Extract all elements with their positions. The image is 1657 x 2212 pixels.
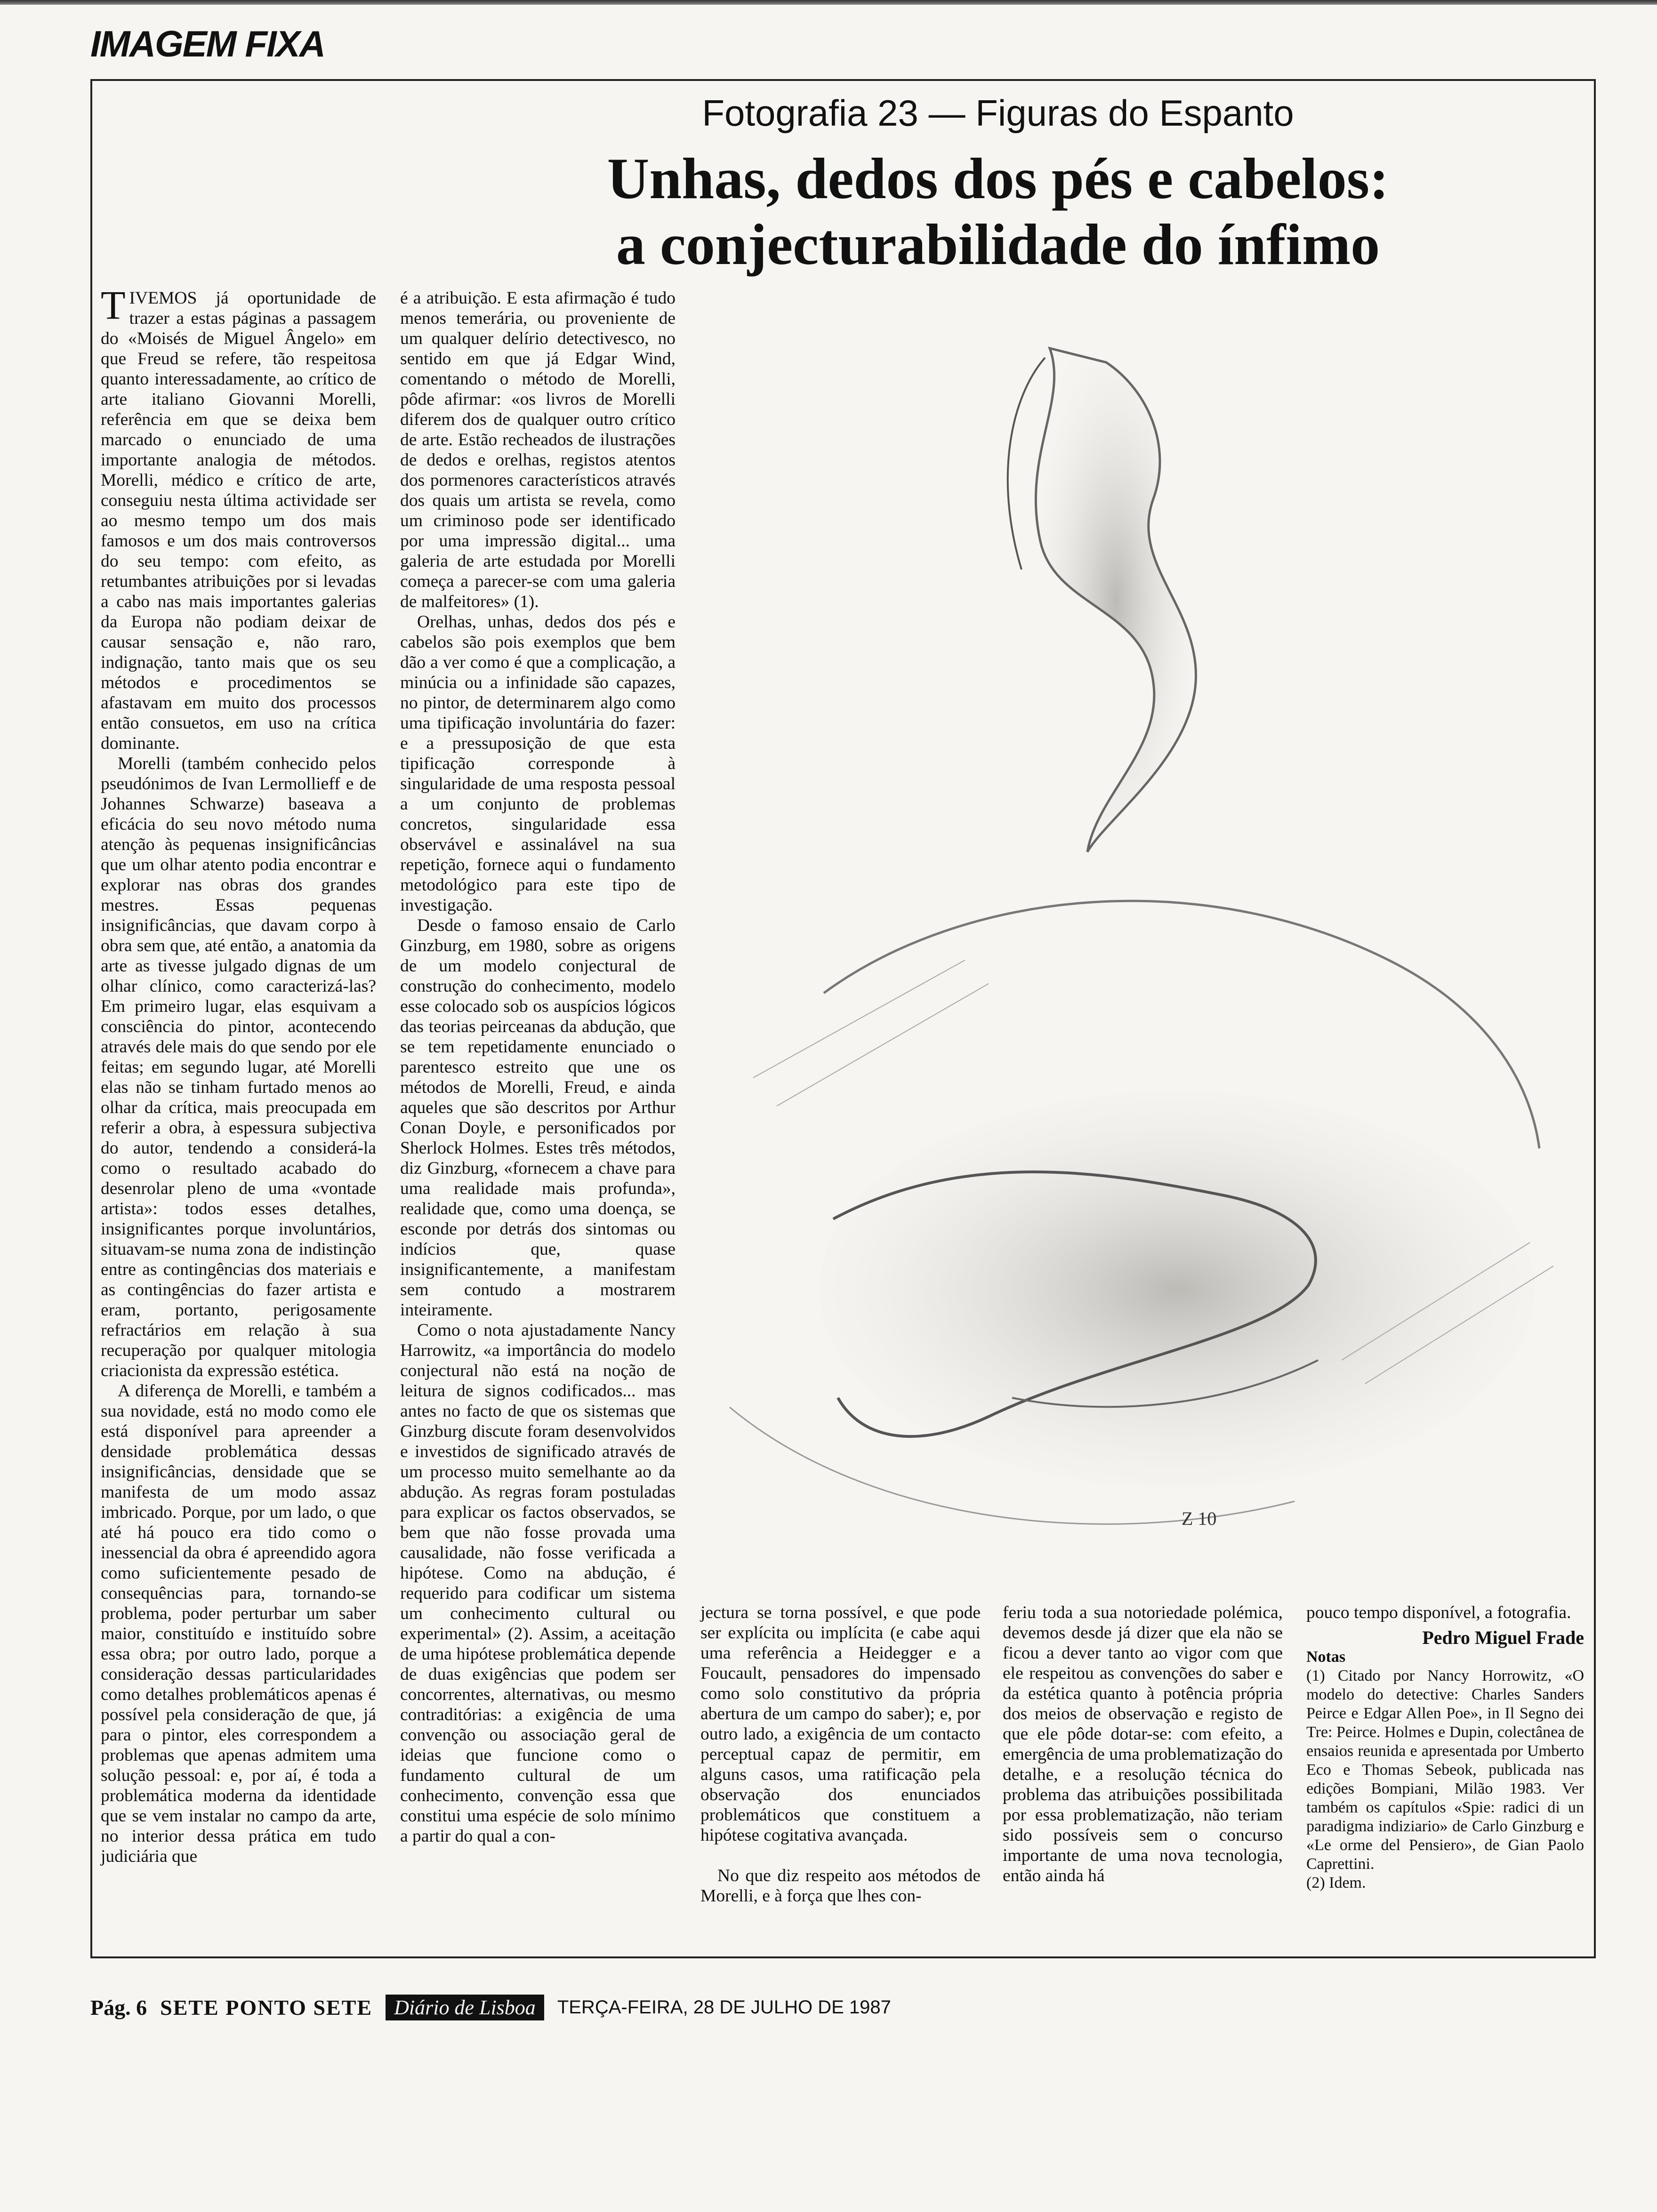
column-4 <box>1003 1603 1283 1886</box>
sketch-signature: Z 10 <box>1182 1508 1217 1529</box>
paragraph-7: Como o nota ajustadamente Nancy Harrowitz, «a importância do modelo conjectural não está na noção de leitura de signos codificados... mas antes no facto de que os sistemas que Ginzburg discute foram desenvolvidos e investidos de significado através de um processo muito semelhante ao da abdução. As regras foram postuladas para explicar os factos observados, se bem que não fosse provada uma causalidade, não fosse verificada a hipótese. Como na abdução, é requerido para codificar um sistema um conhecimento cultural ou experimental» (2). Assim, a aceitação de uma hipótese problemática depende de duas exigências que podem ser concorrentes, alternativas, ou mesmo contraditórias: a exigência de uma convenção ou associação geral de ideias que funcione como o fundamento cultural de um conhecimento, convenção essa que constitui uma espécie de solo mínimo a partir do qual a con- <box>400 1321 676 1846</box>
headline-line-2: a conjecturabilidade do ínfimo <box>616 212 1380 277</box>
byline: Pedro Miguel Frade <box>1422 1627 1584 1648</box>
paragraph-11: pouco tempo disponível, a fotografia. <box>1306 1603 1571 1622</box>
paragraph-6: Desde o famoso ensaio de Carlo Ginzburg, em 1980, sobre as origens de um modelo conjectural de construção do conhecimento, modelo esse colocado sob os auspícios lógicos das teorias peirceanas da abdução, que se tem repetidamente enunciado o parentesco estreito que une os métodos de Morelli, Freud, e ainda aqueles que são descritos por Arthur Conan Doyle, e personificados por Sherlock Holmes. Estes três métodos, diz Ginzburg, «fornecem a chave para uma realidade mais profunda», realidade que, como uma doença, se esconde por detrás dos sintomas ou indícios que, quase insignificantemente, a manifestam sem contudo a mostrarem inteiramente. <box>400 916 676 1320</box>
hands-sketch-illustration <box>683 278 1591 1586</box>
column-5 <box>1306 1603 1584 1892</box>
paragraph-10: feriu toda a sua notoriedade polémica, devemos desde já dizer que ela não se ficou a dever tanto ao vigor com que ele respeitou as convenções do saber e da estética quanto à potência própria dos meios de observação e registo de que ele pôde dotar-se: com efeito, a emergência de uma problematização do detalhe, e a resolução técnica do problema das atribuições possibilitada por essa problematização, não teriam sido possíveis sem o concurso importante de uma nova tecnologia, então ainda há <box>1003 1603 1283 1885</box>
column-2 <box>400 288 676 1846</box>
supplement-name: SETE PONTO SETE <box>160 1995 373 2020</box>
column-3 <box>700 1603 981 1906</box>
paragraph-1-text: IVEMOS já oportunidade de trazer a estas páginas a passagem do «Moisés de Miguel Ângelo» em que Freud se refere, tão respeitosa quanto interessadamente, ao crítico de arte italiano Giovanni Morelli, referência em que se deixa bem marcado o enunciado de uma importante analogia de métodos. Morelli, médico e crítico de arte, conseguiu nesta última actividade ser ao mesmo tempo um dos mais famosos e um dos mais controversos do seu tempo: com efeito, as retumbantes atribuições por si levadas a cabo nas mais importantes galerias da Europa não podiam deixar de causar sensação e, não raro, indignação, tanto mais que os seu métodos e procedimentos se afastavam em muito dos processos então consuetos, em uso na crítica dominante. <box>101 289 376 753</box>
paragraph-1 <box>101 282 376 753</box>
section-header: IMAGEM FIXA <box>90 23 325 64</box>
headline <box>405 146 1591 278</box>
paragraph-4: é a atribuição. E esta afirmação é tudo menos temerária, ou proveniente de um qualquer delírio detectivesco, no sentido em que já Edgar Wind, comentando o método de Morelli, pôde afirmar: «os livros de Morelli diferem dos de qualquer outro crítico de arte. Estão recheados de ilustrações de dedos e orelhas, registos atentos dos pormenores característicos através dos quais um artista se revela, como um criminoso pode ser identificado por uma impressão digital... uma galeria de arte estudada por Morelli começa a parecer-se com uma galeria de malfeitores» (1). <box>400 289 676 611</box>
paragraph-3: A diferença de Morelli, e também a sua novidade, está no modo como ele está disponível para apreender a densidade problemática dessas insignificâncias, densidade que se manifesta de um modo assaz imbricado. Porque, por um lado, o que até há pouco era tido como o inessencial da obra é apreendido agora como suficientemente pesado de consequências para, tornando-se problema, poder perturbar um saber maior, constituído e instituído sobre essa obra; por outro lado, porque a consideração dessas particularidades como detalhes problemáticos apenas é possível pela consideração de que, já para o pintor, eles correspondem a problemas que apenas admitem uma solução pessoal: e, por aí, é toda a problemática moderna da identidade que se vem instalar no campo da arte, no interior dessa prática em tudo judiciária que <box>101 1381 376 1866</box>
page-number: Pág. 6 <box>90 1995 147 2020</box>
headline-line-1: Unhas, dedos dos pés e cabelos: <box>607 146 1389 211</box>
newspaper-logo: Diário de Lisboa <box>386 1995 544 2020</box>
notes-section <box>1306 1648 1584 1892</box>
paragraph-2: Morelli (também conhecido pelos pseudónimos de Ivan Lermollieff e de Johannes Schwarze) baseava a eficácia do seu novo método numa atenção às pequenas insignificâncias que um olhar atento podia encontrar e explorar nas obras dos grandes mestres. Essas pequenas insignificâncias, que davam corpo à obra sem que, até então, a anatomia da arte as tivesse julgado dignas de um olhar clínico, como caracterizá-las? Em primeiro lugar, elas esquivam a consciência do pintor, acontecendo através dele mais do que sendo por ele feitas; em segundo lugar, até Morelli elas não se tinham furtado menos ao olhar da crítica, mais preocupada em referir a obra, à espessura subjectiva do autor, tendendo a considerá-la como o resultado acabado do desenrolar pleno de uma «vontade artista»: todos esses detalhes, insignificantes porque involuntários, situavam-se numa zona de indistinção entre as contingências dos materiais e as contingências do fazer artista e eram, portanto, perigosamente refractários em relação à sua recuperação por qualquer mitologia criacionista da expressão estética. <box>101 754 376 1380</box>
note-1: (1) Citado por Nancy Horrowitz, «O modelo do detective: Charles Sanders Peirce e Edgar Allen Poe», in Il Segno dei Tre: Peirce. Holmes e Dupin, colectânea de ensaios reunida e apresentada por Umberto Eco e Thomas Sebeok, publicada nas edições Bompiani, Milão 1983. Ver também os capítulos «Spie: radici di un paradigma indiziario» de Carlo Ginzburg e «Le orme del Pensiero», de Gian Paolo Caprettini. <box>1306 1667 1584 1873</box>
upper-hand-shape <box>1036 348 1196 852</box>
paragraph-8: jectura se torna possível, e que pode ser explícita ou implícita (e cabe aqui uma referência a Heidegger e a Foucault, pensadores do impensado como solo constitutivo da própria abertura de um campo do saber); e, por outro lado, a exigência de um contacto perceptual capaz de permitir, em alguns casos, uma ratificação pela observação dos enunciados problemáticos que constituem a hipótese cogitativa avançada. <box>700 1603 981 1845</box>
top-rule <box>0 0 1657 5</box>
page-footer <box>90 1993 891 2021</box>
publication-date: TERÇA-FEIRA, 28 DE JULHO DE 1987 <box>557 1996 891 2018</box>
note-2: (2) Idem. <box>1306 1874 1366 1891</box>
kicker: Fotografia 23 — Figuras do Espanto <box>702 92 1294 134</box>
column-1 <box>101 282 376 1867</box>
paragraph-5: Orelhas, unhas, dedos dos pés e cabelos são pois exemplos que bem dão a ver como é que a complicação, a minúcia ou a infinidade são capazes, no pintor, de determinarem algo como uma tipificação involuntária do fazer: e a pressuposição de que esta tipificação corresponde à singularidade de uma resposta pessoal a um conjunto de problemas concretos, singularidade essa observável e assinalável na sua repetição, fornece aqui o fundamento metodológico para este tipo de investigação. <box>400 612 676 915</box>
notes-title: Notas <box>1306 1648 1346 1666</box>
drop-cap: T <box>101 282 126 328</box>
paragraph-9: No que diz respeito aos métodos de Morelli, e à força que lhes con- <box>700 1866 981 1906</box>
